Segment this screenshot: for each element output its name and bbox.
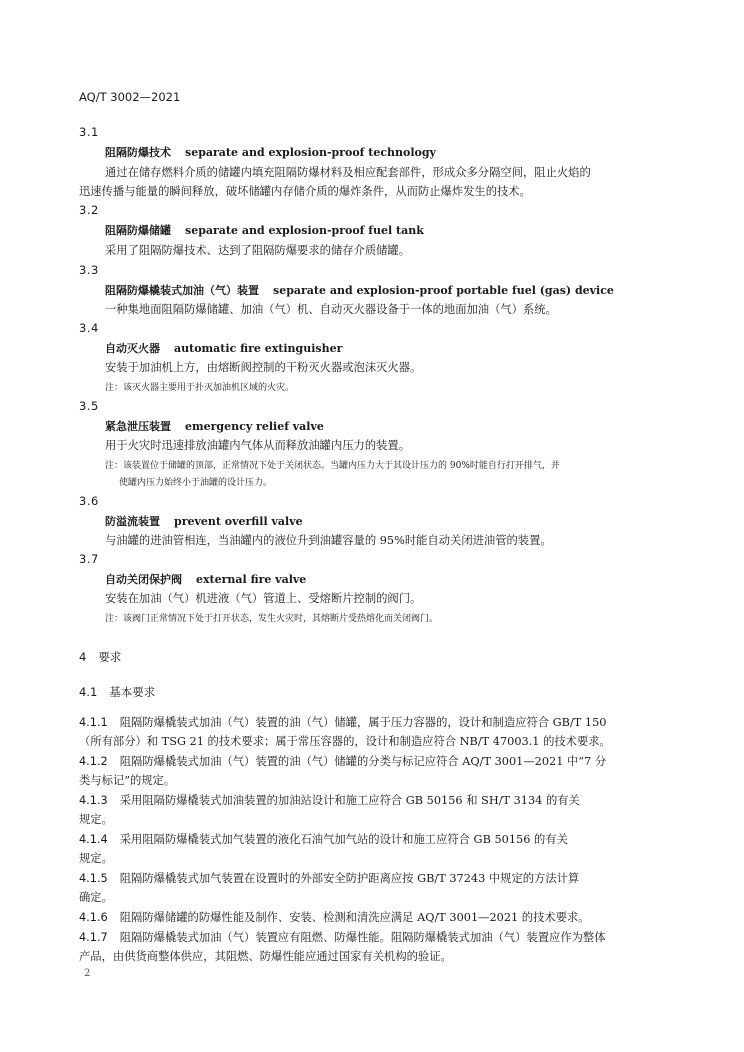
term-number: 3.7	[79, 552, 99, 566]
clause-text: 阻隔防爆橇装式加气装置在设置时的外部安全防护距离应按 GB/T 37243 中规定的方法计算	[119, 872, 580, 885]
term-english-name: external fire valve	[196, 573, 307, 586]
clause-number: 4.1.2	[79, 755, 108, 768]
clause-line	[79, 792, 580, 808]
clause-line	[79, 870, 579, 886]
page-number: 2	[84, 968, 91, 979]
term-english-name: automatic fire extinguisher	[174, 342, 343, 355]
term-definition-line: 安装于加油机上方，由熔断阀控制的干粉灭火器或泡沫灭火器。	[105, 361, 422, 374]
term-heading	[105, 144, 436, 160]
term-note: 注：该灭火器主要用于扑灭加油机区域的火灾。	[105, 383, 295, 393]
clause-line: 规定。	[79, 813, 113, 826]
term-heading	[105, 340, 342, 356]
term-chinese-name: 自动关闭保护阀	[105, 573, 182, 586]
term-chinese-name: 阻隔防爆橇装式加油（气）装置	[105, 284, 259, 297]
clause-line	[79, 753, 606, 769]
term-english-name: emergency relief valve	[185, 420, 324, 433]
document-code-header: AQ/T 3002—2021	[79, 90, 181, 104]
term-definition-line: 安装在加油（气）机进液（气）管道上、受熔断片控制的阀门。	[105, 592, 422, 605]
clause-text: 阻隔防爆储罐的防爆性能及制作、安装、检测和清洗应满足 AQ/T 3001—2021 的技术要求。	[119, 911, 590, 924]
clause-line: 类与标记”的规定。	[79, 774, 176, 787]
clause-number: 4.1.7	[79, 931, 108, 944]
term-chinese-name: 阻隔防爆技术	[105, 146, 171, 159]
term-heading	[105, 513, 303, 529]
term-chinese-name: 紧急泄压装置	[105, 420, 171, 433]
term-definition-line: 通过在储存燃料介质的储罐内填充阻隔防爆材料及相应配套部件，形成众多分隔空间，阻止火焰的	[105, 166, 591, 179]
clause-text: 阻隔防爆橇装式加油（气）装置的油（气）储罐，属于压力容器的，设计和制造应符合 GB/T 150	[119, 716, 607, 729]
section-heading	[79, 649, 121, 665]
section-title: 要求	[98, 650, 122, 664]
clause-number: 4.1.1	[79, 716, 108, 729]
subsection-title: 基本要求	[109, 685, 156, 699]
subsection-number: 4.1	[79, 685, 98, 699]
section-number: 4	[79, 650, 87, 664]
term-english-name: separate and explosion-proof fuel tank	[185, 224, 424, 237]
term-chinese-name: 防溢流装置	[105, 515, 160, 528]
term-english-name: prevent overfill valve	[174, 515, 303, 528]
clause-line: 产品，由供货商整体供应，其阻燃、防爆性能应通过国家有关机构的验证。	[79, 950, 452, 963]
term-number: 3.1	[79, 125, 99, 139]
term-definition-line: 与油罐的进油管相连，当油罐内的液位升到油罐容量的 95%时能自动关闭进油管的装置。	[105, 534, 552, 547]
term-number: 3.2	[79, 203, 99, 217]
clause-number: 4.1.5	[79, 872, 108, 885]
term-note: 注：该装置位于储罐的顶部，正常情况下处于关闭状态。当罐内压力大于其设计压力的 90%时能自行打开排气，并	[105, 461, 560, 471]
clause-line	[79, 714, 606, 730]
clause-text: 阻隔防爆橇装式加油（气）装置应有阻燃、防爆性能。阻隔防爆橇装式加油（气）装置应作为整体	[119, 931, 606, 944]
clause-number: 4.1.6	[79, 911, 108, 924]
term-english-name: separate and explosion-proof portable fuel (gas) device	[273, 284, 614, 297]
term-heading	[105, 222, 424, 238]
term-heading	[105, 571, 306, 587]
clause-text: 采用阻隔防爆橇装式加油装置的加油站设计和施工应符合 GB 50156 和 SH/T 3134 的有关	[119, 794, 580, 807]
subsection-heading	[79, 684, 155, 700]
clause-text: 采用阻隔防爆橇装式加气装置的液化石油气加气站的设计和施工应符合 GB 50156 的有关	[119, 833, 568, 846]
clause-line: （所有部分）和 TSG 21 的技术要求；属于常压容器的，设计和制造应符合 NB/T 47003.1 的技术要求。	[79, 735, 611, 748]
term-definition-line: 一种集地面阻隔防爆储罐、加油（气）机、自动灭火器设备于一体的地面加油（气）系统。	[105, 303, 557, 316]
term-chinese-name: 阻隔防爆储罐	[105, 224, 171, 237]
term-note: 注：该阀门正常情况下处于打开状态，发生火灾时，其熔断片受热熔化而关闭阀门。	[105, 614, 439, 624]
term-heading	[105, 282, 614, 298]
clause-line	[79, 929, 606, 945]
term-heading	[105, 418, 324, 434]
term-chinese-name: 自动灭火器	[105, 342, 160, 355]
term-number: 3.3	[79, 263, 99, 277]
clause-line	[79, 831, 568, 847]
term-definition-line: 迅速传播与能量的瞬间释放，破坏储罐内存储介质的爆炸条件，从而防止爆炸发生的技术。	[79, 185, 531, 198]
term-number: 3.4	[79, 321, 99, 335]
clause-number: 4.1.4	[79, 833, 108, 846]
clause-line: 确定。	[79, 891, 113, 904]
term-number: 3.6	[79, 494, 99, 508]
term-note: 使罐内压力始终小于油罐的设计压力。	[119, 478, 273, 488]
term-definition-line: 用于火灾时迅速排放油罐内气体从而释放油罐内压力的装置。	[105, 439, 411, 452]
term-definition-line: 采用了阻隔防爆技术、达到了阻隔防爆要求的储存介质储罐。	[105, 244, 411, 257]
term-number: 3.5	[79, 399, 99, 413]
clause-line	[79, 909, 590, 925]
clause-line: 规定。	[79, 852, 113, 865]
clause-text: 阻隔防爆橇装式加油（气）装置的油（气）储罐的分类与标记应符合 AQ/T 3001—2021 中“7 分	[119, 755, 607, 768]
clause-number: 4.1.3	[79, 794, 108, 807]
term-english-name: separate and explosion-proof technology	[185, 146, 436, 159]
